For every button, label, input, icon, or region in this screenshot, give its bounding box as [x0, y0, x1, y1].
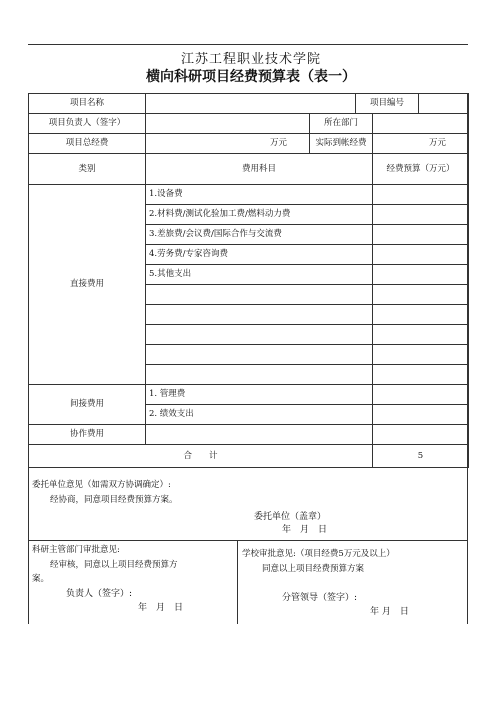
direct-item-blank[interactable] — [146, 365, 373, 385]
school-date: 年 月 日 — [370, 607, 409, 617]
project-no-label: 项目编号 — [356, 94, 419, 113]
research-opinion-text-2: 案。 — [32, 574, 50, 584]
school-sign: 分管领导（签字）: — [282, 593, 358, 603]
header-rule — [28, 44, 468, 45]
sum-label: 合 计 — [29, 445, 373, 468]
sum-value[interactable]: 5 — [373, 445, 469, 468]
coop-item[interactable] — [146, 425, 373, 445]
direct-item-blank[interactable] — [146, 285, 373, 305]
indirect-item: 1. 管理费 — [146, 385, 373, 405]
direct-item: 4.劳务费/专家咨询费 — [146, 245, 373, 265]
research-opinion-text: 经审核，同意以上项目经费预算方 — [50, 560, 178, 570]
budget-table — [28, 93, 469, 468]
budget-cell[interactable] — [373, 265, 469, 285]
school-name: 江苏工程职业技术学院 — [180, 52, 321, 67]
total-budget-row — [29, 134, 469, 154]
indirect-label: 间接费用 — [29, 385, 146, 425]
coop-label: 协作费用 — [29, 425, 146, 445]
leader-row — [29, 114, 469, 134]
direct-item: 2.材料费/测试化验加工费/燃料动力费 — [146, 205, 373, 225]
research-sign: 负责人（签字）: — [66, 589, 133, 599]
direct-item: 5.其他支出 — [146, 265, 373, 285]
direct-item-blank[interactable] — [146, 325, 373, 345]
column-head-row — [29, 154, 469, 185]
project-name-field[interactable] — [146, 94, 356, 114]
leader-label: 项目负责人（签字） — [29, 114, 146, 134]
department-label: 所在部门 — [310, 114, 373, 134]
budget-cell[interactable] — [373, 285, 469, 305]
school-opinion-title: 学校审批意见:（项目经费5万元及以上） — [242, 549, 395, 559]
direct-row — [29, 185, 469, 205]
direct-item: 3.差旅费/会议费/国际合作与交流费 — [146, 225, 373, 245]
school-opinion-text: 同意以上项目经费预算方案 — [262, 564, 365, 574]
project-no-field[interactable] — [419, 94, 468, 113]
budget-cell[interactable] — [373, 325, 469, 345]
budget-cell[interactable] — [373, 205, 469, 225]
category-head: 类别 — [29, 154, 146, 185]
form-title: 横向科研项目经费预算表（表一） — [146, 69, 356, 85]
client-opinion-title: 委托单位意见（如需双方协调确定）: — [32, 480, 171, 490]
budget-head: 经费预算（万元） — [373, 154, 469, 185]
direct-item-blank[interactable] — [146, 345, 373, 365]
budget-cell[interactable] — [373, 185, 469, 205]
budget-cell[interactable] — [373, 405, 469, 425]
direct-item-blank[interactable] — [146, 305, 373, 325]
subject-head: 费用科目 — [146, 154, 373, 185]
project-name-row — [29, 94, 469, 114]
research-date: 年 月 日 — [138, 603, 184, 613]
total-label: 项目总经费 — [29, 134, 146, 154]
budget-cell[interactable] — [373, 345, 469, 365]
indirect-row — [29, 385, 469, 405]
research-opinion-title: 科研主管部门审批意见: — [32, 545, 120, 555]
actual-label: 实际到帐经费 — [310, 134, 373, 154]
project-name-label: 项目名称 — [29, 94, 146, 114]
budget-cell[interactable] — [373, 425, 469, 445]
total-unit[interactable]: 万元 — [146, 134, 310, 154]
coop-row — [29, 425, 469, 445]
indirect-item: 2. 绩效支出 — [146, 405, 373, 425]
leader-field[interactable] — [146, 114, 310, 134]
budget-cell[interactable] — [373, 245, 469, 265]
opinion-split — [237, 540, 238, 624]
client-sign: 委托单位（盖章） — [254, 512, 327, 522]
client-opinion-text: 经协商，同意项目经费预算方案。 — [50, 495, 178, 505]
department-field[interactable] — [373, 114, 469, 134]
direct-label: 直接费用 — [29, 185, 146, 385]
direct-item: 1.设备费 — [146, 185, 373, 205]
client-date: 年 月 日 — [282, 525, 328, 535]
opinion-divider — [28, 540, 468, 541]
budget-cell[interactable] — [373, 305, 469, 325]
budget-cell[interactable] — [373, 225, 469, 245]
budget-cell[interactable] — [373, 365, 469, 385]
actual-unit[interactable]: 万元 — [373, 134, 469, 154]
budget-cell[interactable] — [373, 385, 469, 405]
sum-row — [29, 445, 469, 468]
